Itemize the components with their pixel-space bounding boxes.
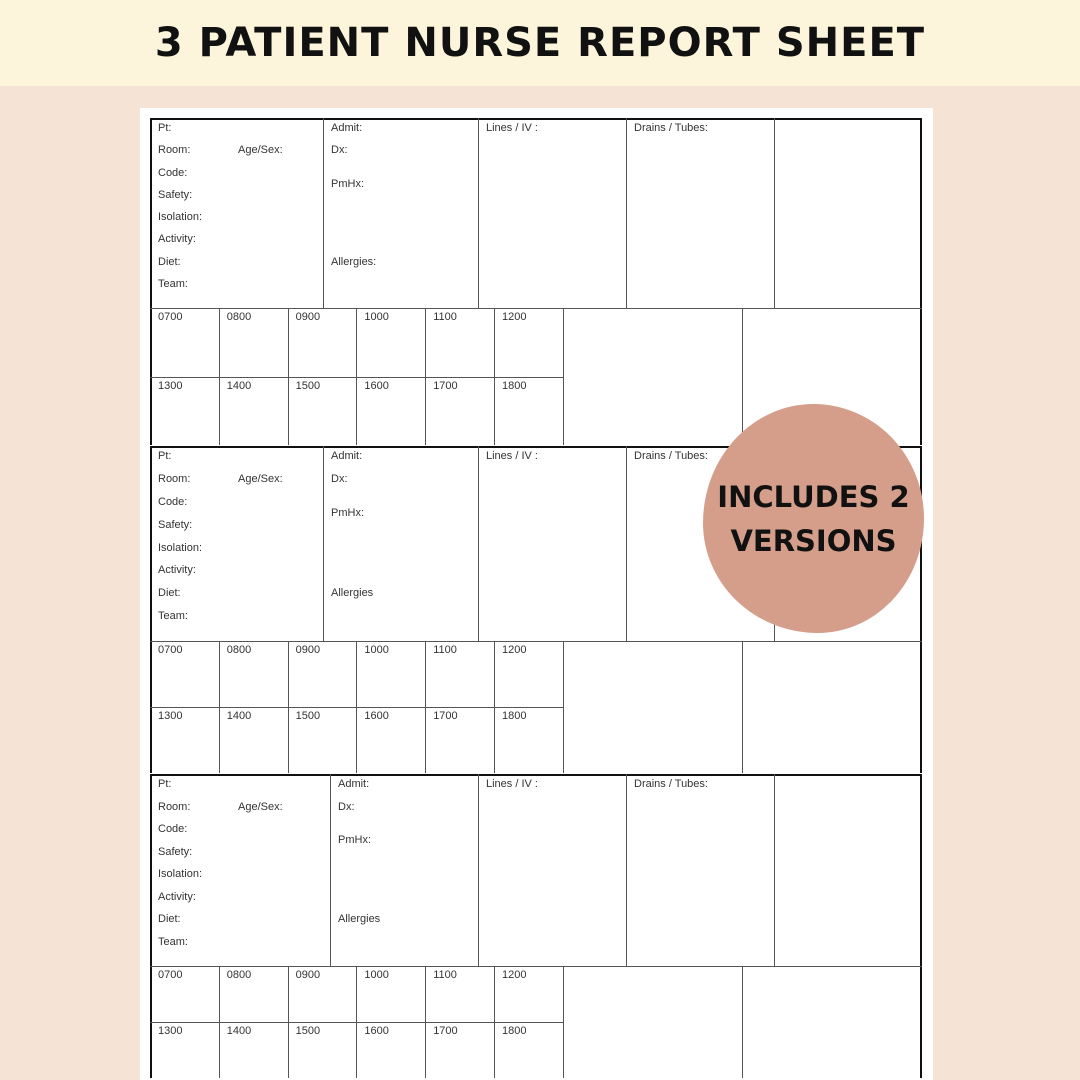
drains-tubes-label: Drains / Tubes:	[634, 778, 708, 790]
field-label: Team:	[158, 610, 188, 623]
column-divider	[478, 774, 479, 966]
field-label: Code:	[158, 495, 188, 508]
block-top-border	[150, 774, 922, 776]
column-divider	[774, 774, 775, 966]
time-label: 1300	[158, 1025, 183, 1037]
pmhx-label: PmHx:	[338, 834, 371, 847]
time-label: 1700	[433, 710, 458, 722]
block-right-border	[920, 774, 922, 1078]
field-label: Safety:	[158, 518, 193, 531]
notes-divider	[742, 641, 743, 773]
time-label: 1800	[502, 379, 527, 392]
time-label: 0800	[226, 644, 252, 656]
age-sex-label: Age/Sex:	[238, 472, 283, 485]
time-col-divider	[563, 308, 564, 445]
admit-label: Admit:	[331, 450, 363, 462]
time-label: 0900	[295, 311, 321, 323]
badge-line-1: INCLUDES 2	[717, 479, 910, 514]
time-label: 1000	[364, 969, 389, 981]
notes-divider	[742, 308, 743, 445]
time-label: 1200	[502, 644, 527, 656]
time-label: 0700	[158, 311, 183, 323]
dx-label: Dx:	[331, 472, 348, 485]
time-label: 1100	[433, 311, 457, 323]
field-label: Pt:	[158, 778, 172, 790]
field-label: Team:	[158, 277, 188, 290]
dx-label: Dx:	[338, 800, 355, 813]
time-label: 1500	[295, 1025, 321, 1037]
time-label: 0900	[295, 969, 321, 981]
field-label: Team:	[158, 935, 188, 948]
section-divider	[150, 966, 922, 967]
time-label: 1300	[158, 710, 183, 722]
field-label: Activity:	[158, 890, 196, 903]
time-label: 1000	[364, 644, 389, 656]
column-divider	[626, 774, 627, 966]
time-label: 1000	[364, 311, 389, 323]
field-label: Activity:	[158, 564, 196, 577]
time-label: 1700	[433, 379, 458, 392]
block-top-border	[150, 118, 922, 120]
column-divider	[478, 118, 479, 308]
time-label: 1100	[433, 969, 457, 981]
patient-block	[150, 118, 922, 445]
lines-iv-label: Lines / IV :	[486, 122, 538, 134]
column-divider	[330, 774, 331, 966]
field-label: Room:	[158, 144, 191, 157]
time-label: 1100	[433, 644, 457, 656]
time-label: 1200	[502, 969, 527, 981]
field-label: Isolation:	[158, 211, 203, 223]
time-label: 1400	[226, 379, 252, 392]
allergies-label: Allergies	[331, 587, 374, 600]
lines-iv-label: Lines / IV :	[486, 450, 538, 462]
dx-label: Dx:	[331, 144, 348, 157]
versions-badge	[703, 404, 924, 633]
time-label: 1600	[364, 710, 389, 722]
time-label: 0900	[295, 644, 321, 656]
page-title: 3 PATIENT NURSE REPORT SHEET	[154, 20, 926, 66]
field-label: Safety:	[158, 188, 193, 201]
admit-label: Admit:	[338, 778, 370, 790]
field-label: Isolation:	[158, 541, 203, 554]
time-row-divider	[150, 377, 563, 378]
drains-tubes-label: Drains / Tubes:	[634, 122, 708, 134]
time-label: 1800	[502, 710, 527, 722]
time-col-divider	[563, 966, 564, 1078]
block-right-border	[920, 118, 922, 445]
field-label: Diet:	[158, 587, 181, 600]
badge-line-2: VERSIONS	[730, 523, 897, 558]
column-divider	[323, 118, 324, 308]
banner	[0, 0, 1080, 86]
lines-iv-label: Lines / IV :	[486, 778, 538, 790]
time-label: 0700	[158, 644, 183, 656]
time-col-divider	[563, 641, 564, 773]
pmhx-label: PmHx:	[331, 177, 364, 190]
field-label: Activity:	[158, 233, 196, 246]
column-divider	[323, 446, 324, 641]
time-label: 1600	[364, 1025, 389, 1037]
time-label: 1400	[226, 1025, 252, 1037]
time-label: 1800	[502, 1025, 527, 1037]
block-left-border	[150, 446, 152, 773]
field-label: Diet:	[158, 255, 181, 268]
age-sex-label: Age/Sex:	[238, 800, 283, 813]
time-label: 0800	[226, 311, 252, 323]
block-left-border	[150, 774, 152, 1078]
column-divider	[626, 446, 627, 641]
field-label: Code:	[158, 823, 188, 835]
section-divider	[150, 641, 922, 642]
time-row-divider	[150, 707, 563, 708]
field-label: Room:	[158, 800, 191, 813]
allergies-label: Allergies	[338, 913, 381, 925]
column-divider	[774, 118, 775, 308]
drains-tubes-label: Drains / Tubes:	[634, 450, 708, 462]
time-label: 1500	[295, 379, 321, 392]
pmhx-label: PmHx:	[331, 507, 364, 520]
admit-label: Admit:	[331, 122, 363, 134]
time-label: 1700	[433, 1025, 458, 1037]
time-row-divider	[150, 1022, 563, 1023]
allergies-label: Allergies:	[331, 255, 377, 268]
time-label: 1600	[364, 379, 389, 392]
field-label: Safety:	[158, 845, 193, 858]
field-label: Diet:	[158, 913, 181, 925]
field-label: Isolation:	[158, 868, 203, 880]
time-label: 0700	[158, 969, 183, 981]
field-label: Code:	[158, 166, 188, 179]
block-left-border	[150, 118, 152, 445]
notes-divider	[742, 966, 743, 1078]
field-label: Pt:	[158, 450, 172, 462]
patient-block	[150, 774, 922, 1078]
section-divider	[150, 308, 922, 309]
time-label: 1400	[226, 710, 252, 722]
time-label: 1200	[502, 311, 527, 323]
time-label: 1500	[295, 710, 321, 722]
field-label: Pt:	[158, 122, 172, 134]
age-sex-label: Age/Sex:	[238, 144, 283, 157]
time-label: 0800	[226, 969, 252, 981]
field-label: Room:	[158, 472, 191, 485]
column-divider	[626, 118, 627, 308]
column-divider	[478, 446, 479, 641]
time-label: 1300	[158, 379, 183, 392]
